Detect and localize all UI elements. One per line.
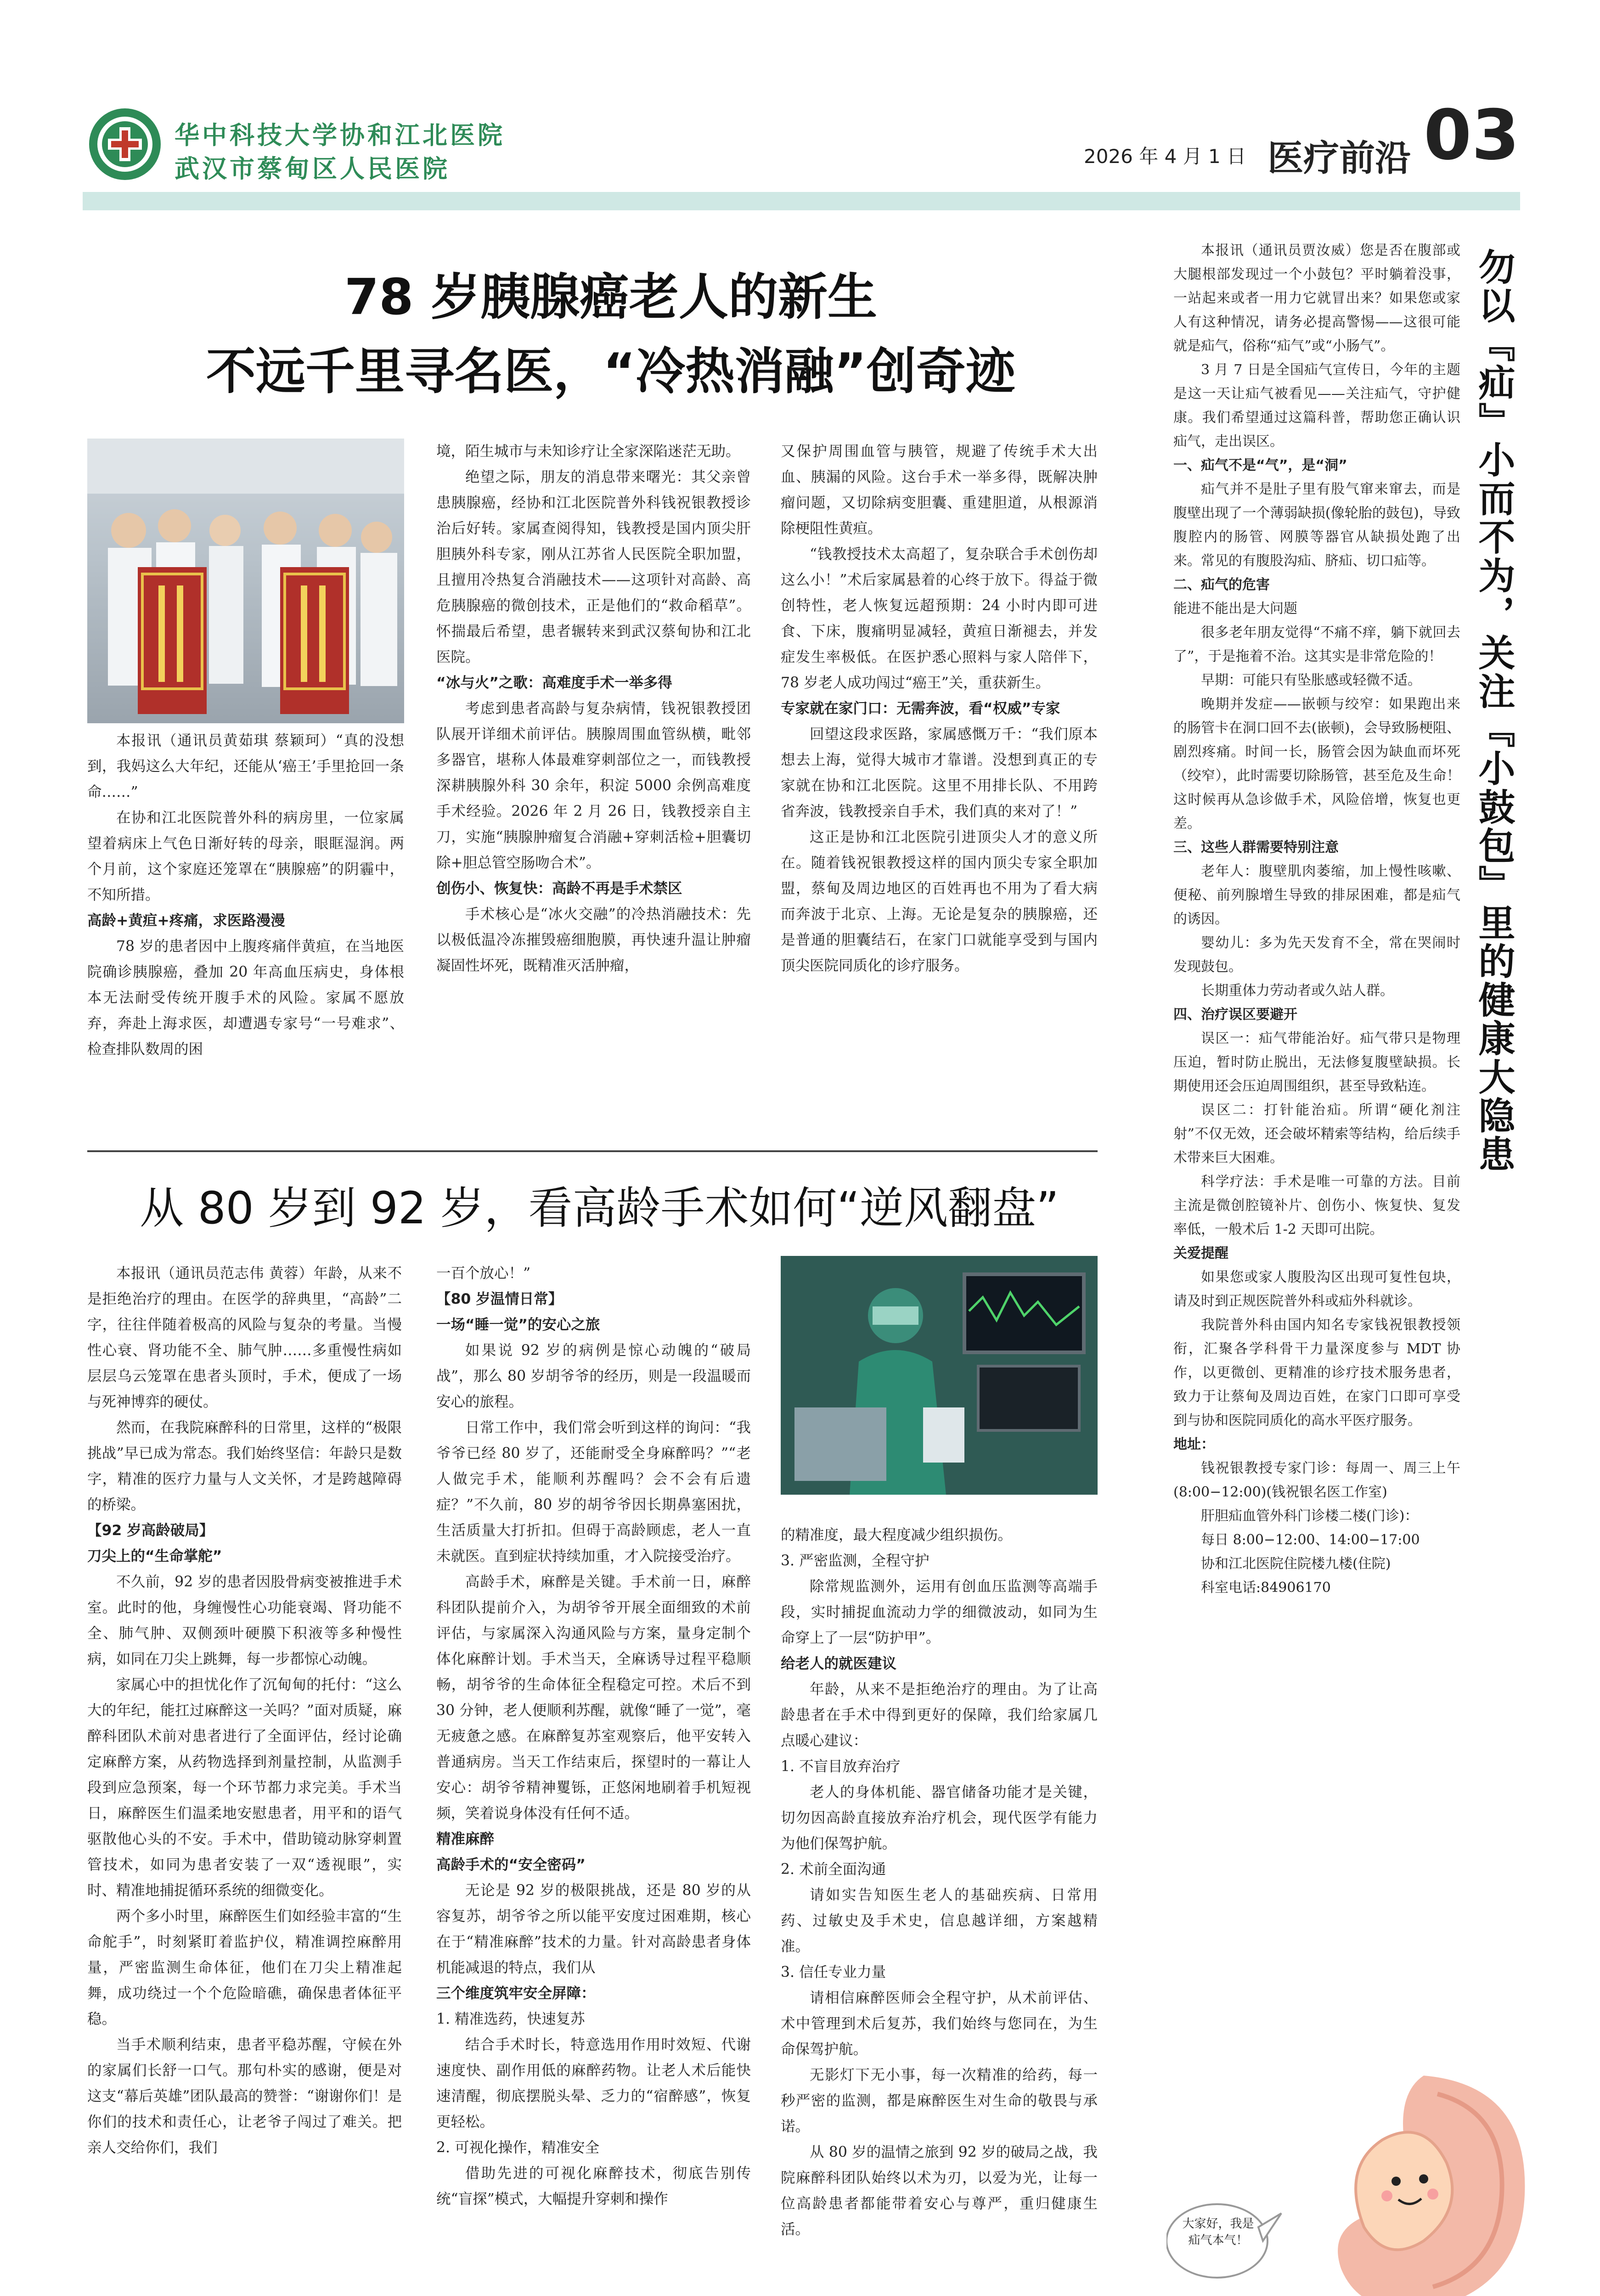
paragraph: 科学疗法：手术是唯一可靠的方法。目前主流是微创腔镜补片、创伤小、恢复快、复发率低，一般术后 1-2 天即可出院。 xyxy=(1173,1174,1460,1238)
article2-divider xyxy=(87,1150,1098,1152)
hernia-cartoon xyxy=(1166,2076,1529,2296)
paragraph: 不久前，92 岁的患者因股骨病变被推进手术室。此时的他，身缠慢性心功能衰竭、肾功能不全、肺气肿、双侧颈叶硬膜下积液等多种慢性病，如同在刀尖上跳舞，每一步都惊心动魄。 xyxy=(87,1574,402,1667)
paragraph: 的精准度，最大程度减少组织损伤。 xyxy=(781,1527,1013,1543)
article1-title-line1: 78 岁胰腺癌老人的新生 xyxy=(344,269,877,326)
subheading: 【92 岁高龄破局】 xyxy=(87,1522,214,1539)
paragraph: 1. 不盲目放弃治疗 xyxy=(781,1758,901,1775)
subheading: 三、这些人群需要特别注意 xyxy=(1173,839,1339,855)
paragraph: 协和江北医院住院楼九楼(住院) xyxy=(1201,1556,1391,1572)
subheading: 一、疝气不是“气”，是“洞” xyxy=(1173,457,1347,473)
paragraph: 婴幼儿：多为先天发育不全，常在哭闹时发现鼓包。 xyxy=(1173,935,1460,975)
subheading: 三个维度筑牢安全屏障： xyxy=(436,1985,596,2002)
article1-col1 xyxy=(87,728,404,1062)
paragraph: 我院普外科由国内知名专家钱祝银教授领衔，汇聚各学科骨干力量深度参与 MDT 协作，以更微创、更精准的诊疗技术服务患者，致力于让蔡甸及周边百姓，在家门口即可享受到与协和医院同质化的高水平医疗服务。 xyxy=(1173,1317,1460,1429)
article2-title: 从 80 岁到 92 岁，看高龄手术如何“逆风翻盘” xyxy=(140,1182,1059,1234)
paragraph: 一百个放心！” xyxy=(436,1265,531,1282)
paragraph: 考虑到患者高龄与复杂病情，钱祝银教授团队展开详细术前评估。胰腺周围血管纵横，毗邻多器官，堪称人体最难穿刺部位之一，而钱教授深耕胰腺外科 30 余年，积淀 5000 余例高难度手术经验。2026 年 2 月 26 日，钱教授亲自主刀，实施“胰腺肿瘤复合消融+穿刺活检+胆囊切除+胆总管空肠吻合术”。 xyxy=(436,700,751,871)
page-number: 03 xyxy=(1424,96,1520,175)
paragraph: 日常工作中，我们常会听到这样的询问：“我爷爷已经 80 岁了，还能耐受全身麻醉吗？”“老人做完手术，能顺利苏醒吗？会不会有后遗症？”不久前，80 岁的胡爷爷因长期鼻塞困扰，生活质量大打折扣。但碍于高龄顾虑，老人一直未就医。直到症状持续加重，才入院接受治疗。 xyxy=(436,1419,751,1564)
paragraph: 无论是 92 岁的极限挑战，还是 80 岁的从容复苏，胡爷爷之所以能平安度过困难期，核心在于“精准麻醉”技术的力量。针对高龄患者身体机能减退的特点，我们从 xyxy=(436,1882,751,1976)
paragraph: 如果您或家人腹股沟区出现可复性包块，请及时到正规医院普外科或疝外科就诊。 xyxy=(1173,1269,1460,1309)
paragraph: 当手术顺利结束，患者平稳苏醒，守候在外的家属们长舒一口气。那句朴实的感谢，便是对这支“幕后英雄”团队最高的赞誉：“谢谢你们！是你们的技术和责任心，让老爷子闯过了难关。把亲人交给你们，我们 xyxy=(87,2037,402,2156)
paragraph: 请如实告知医生老人的基础疾病、日常用药、过敏史及手术史，信息越详细，方案越精准。 xyxy=(781,1887,1098,1955)
paragraph: 如果说 92 岁的病例是惊心动魄的“破局战”，那么 80 岁胡爷爷的经历，则是一段温暖而安心的旅程。 xyxy=(436,1342,751,1410)
paragraph: 长期重体力劳动者或久站人群。 xyxy=(1201,983,1394,999)
subheading: 关爱提醒 xyxy=(1173,1245,1228,1261)
paragraph: 3. 严密监测，全程守护 xyxy=(781,1553,930,1569)
issue-date: 2026 年 4 月 1 日 xyxy=(1084,145,1246,168)
top-band xyxy=(83,192,1520,210)
paragraph: 老人的身体机能、器官储备功能才是关键，切勿因高龄直接放弃治疗机会，现代医学有能力为他们保驾护航。 xyxy=(781,1784,1098,1852)
subheading: 一场“睡一觉”的安心之旅 xyxy=(436,1317,600,1333)
paragraph: 从 80 岁的温情之旅到 92 岁的破局之战，我院麻醉科团队始终以术为刃，以爱为光，让每一位高龄患者都能带着安心与尊严，重归健康生活。 xyxy=(781,2144,1098,2238)
paragraph: 2. 术前全面沟通 xyxy=(781,1861,886,1878)
paragraph: 然而，在我院麻醉科的日常里，这样的“极限挑战”早已成为常态。我们始终坚信：年龄只是数字，精准的医疗力量与人文关怀，才是跨越障碍的桥梁。 xyxy=(87,1419,402,1513)
subheading: 给老人的就医建议 xyxy=(781,1655,897,1672)
paragraph: 本报讯（通讯员范志伟 黄蓉）年龄，从来不是拒绝治疗的理由。在医学的辞典里，“高龄”二字，往往伴随着极高的风险与复杂的考量。当慢性心衰、肾功能不全、肺气肿……多重慢性病如层层乌云笼罩在患者头顶时，手术，便成了一场与死神博弈的硬仗。 xyxy=(87,1265,402,1410)
paragraph: 无影灯下无小事，每一次精准的给药，每一秒严密的监测，都是麻醉医生对生命的敬畏与承诺。 xyxy=(781,2067,1098,2135)
paragraph: 老年人：腹壁肌肉萎缩，加上慢性咳嗽、便秘、前列腺增生导致的排尿困难，都是疝气的诱因。 xyxy=(1173,863,1460,927)
paragraph: 两个多小时里，麻醉医生们如经验丰富的“生命舵手”，时刻紧盯着监护仪，精准调控麻醉用量，严密监测生命体征，他们在刀尖上精准起舞，成功绕过一个个危险暗礁，确保患者体征平稳。 xyxy=(87,1908,402,2027)
paragraph: 晚期并发症——嵌顿与绞窄：如果跑出来的肠管卡在洞口回不去(嵌顿)，会导致肠梗阻、剧烈疼痛。时间一长，肠管会因为缺血而坏死（绞窄），此时需要切除肠管，甚至危及生命！这时候再从急诊做手术，风险倍增，恢复也更差。 xyxy=(1173,696,1460,832)
subheading: 精准麻醉 xyxy=(436,1831,495,1847)
paragraph: 除常规监测外，运用有创血压监测等高端手段，实时捕捉血流动力学的细微波动，如同为生命穿上了一层“防护甲”。 xyxy=(781,1578,1098,1646)
article3-title: 勿以『疝』小而不为，关注『小鼓包』里的健康大隐患 xyxy=(1472,248,1515,1174)
paragraph: 家属心中的担忧化作了沉甸甸的托付：“这么大的年纪，能扛过麻醉这一关吗？”面对质疑，麻醉科团队术前对患者进行了全面评估，经讨论确定麻醉方案，从药物选择到剂量控制，从监测手段到应急预案，每一个环节都力求完美。手术当日，麻醉医生们温柔地安慰患者，用平和的语气驱散他心头的不安。手术中，借助镜动脉穿刺置管技术，如同为患者安装了一双“透视眼”，实时、精准地捕捉循环系统的细微变化。 xyxy=(87,1677,402,1899)
paragraph: 能进不能出是大问题 xyxy=(1173,601,1297,617)
paragraph: 每日 8:00−12:00、14:00−17:00 xyxy=(1201,1532,1420,1548)
subheading: 地址： xyxy=(1173,1436,1215,1452)
article1-col2 xyxy=(436,439,751,979)
hospital-name-1: 华中科技大学协和江北医院 xyxy=(175,120,505,150)
article1-photo xyxy=(87,439,404,723)
paragraph: 疝气并不是肚子里有股气窜来窜去，而是腹壁出现了一个薄弱缺损(像轮胎的鼓包)，导致腹腔内的肠管、网膜等器官从缺损处跑了出来。常见的有腹股沟疝、脐疝、切口疝等。 xyxy=(1173,481,1460,569)
paragraph: 结合手术时长，特意选用作用时效短、代谢速度快、副作用低的麻醉药物。让老人术后能快速清醒，彻底摆脱头晕、乏力的“宿醉感”，恢复更轻松。 xyxy=(436,2037,751,2130)
paragraph: 本报讯（通讯员贾汝威）您是否在腹部或大腿根部发现过一个小鼓包？平时躺着没事，一站起来或者一用力它就冒出来？如果您或家人有这种情况，请务必提高警惕——这很可能就是疝气，俗称“疝气”或“小肠气”。 xyxy=(1173,242,1460,354)
paragraph: 3 月 7 日是全国疝气宣传日，今年的主题是这一天让疝气被看见——关注疝气，守护健康。我们希望通过这篇科普，帮助您正确认识疝气，走出误区。 xyxy=(1173,362,1460,450)
article2-col2 xyxy=(436,1261,751,2212)
paragraph: “钱教授技术太高超了，复杂联合手术创伤却这么小！”术后家属悬着的心终于放下。得益于微创特性，老人恢复远超预期：24 小时内即可进食、下床，腹痛明显减轻，黄疸日渐褪去，并发症发生率极低。在医护悉心照料与家人陪伴下，78 岁老人成功闯过“癌王”关，重获新生。 xyxy=(781,546,1098,691)
paragraph: 2. 可视化操作，精准安全 xyxy=(436,2139,600,2156)
paragraph: 1. 精准选药，快速复苏 xyxy=(436,2011,585,2027)
article2-photo xyxy=(781,1256,1098,1495)
article2-col1 xyxy=(87,1261,402,2161)
subheading: 二、疝气的危害 xyxy=(1173,577,1270,593)
cartoon-speech-bubble: 大家好，我是疝气本气！ xyxy=(1182,2217,1254,2247)
paragraph: 3. 信任专业力量 xyxy=(781,1964,886,1981)
subheading: 专家就在家门口：无需奔波，看“权威”专家 xyxy=(781,700,1060,717)
paragraph: 误区一：疝气带能治好。疝气带只是物理压迫，暂时防止脱出，无法修复腹壁缺损。长期使用还会压迫周围组织，甚至导致粘连。 xyxy=(1173,1030,1460,1094)
hospital-name-2: 武汉市蔡甸区人民医院 xyxy=(175,154,450,183)
paragraph: 又保护周围血管与胰管，规避了传统手术大出血、胰漏的风险。这台手术一举多得，既解决肿瘤问题，又切除病变胆囊、重建胆道，从根源消除梗阻性黄疸。 xyxy=(781,443,1098,537)
paragraph: 科室电话:84906170 xyxy=(1201,1580,1331,1596)
subheading: 高龄+黄疸+疼痛，求医路漫漫 xyxy=(87,912,285,929)
subheading: 创伤小、恢复快：高龄不再是手术禁区 xyxy=(436,880,682,897)
paragraph: 本报讯（通讯员黄茹琪 蔡颖珂）“真的没想到，我妈这么大年纪，还能从‘癌王’手里抢回一条命……” xyxy=(87,732,404,800)
paragraph: 高龄手术，麻醉是关键。手术前一日，麻醉科团队提前介入，为胡爷爷开展全面细致的术前评估，与家属深入沟通风险与方案，量身定制个体化麻醉计划。手术当天，全麻诱导过程平稳顺畅，胡爷爷的生命体征全程稳定可控。术后不到 30 分钟，老人便顺利苏醒，就像“睡了一觉”，毫无疲惫之感。在麻醉复苏室观察后，他平安转入普通病房。当天工作结束后，探望时的一幕让人安心：胡爷爷精神矍铄，正悠闲地刷着手机短视频，笑着说身体没有任何不适。 xyxy=(436,1574,751,1822)
paragraph: 很多老年朋友觉得“不痛不痒，躺下就回去了”，于是拖着不治。这其实是非常危险的！ xyxy=(1173,625,1460,664)
paragraph: 借助先进的可视化麻醉技术，彻底告别传统“盲探”模式，大幅提升穿刺和操作 xyxy=(436,2165,751,2207)
section-name: 医疗前沿 xyxy=(1268,137,1411,179)
article1-col3 xyxy=(781,439,1098,979)
paragraph: 78 岁的患者因中上腹疼痛伴黄疸，在当地医院确诊胰腺癌，叠加 20 年高血压病史，身体根本无法耐受传统开腹手术的风险。家属不愿放弃，奔赴上海求医，却遭遇专家号“一号难求”、检查排队数周的困 xyxy=(87,938,404,1058)
subheading: 【80 岁温情日常】 xyxy=(436,1291,563,1307)
subheading: 高龄手术的“安全密码” xyxy=(436,1857,586,1873)
paragraph: 早期：可能只有坠胀感或轻微不适。 xyxy=(1201,672,1421,688)
article3-body xyxy=(1173,239,1460,1600)
paragraph: 手术核心是“冰火交融”的冷热消融技术：先以极低温冷冻摧毁癌细胞膜，再快速升温让肿瘤凝固性坏死，既精准灭活肿瘤， xyxy=(436,906,751,974)
paragraph: 肝胆疝血管外科门诊楼二楼(门诊)： xyxy=(1201,1508,1419,1524)
paragraph: 年龄，从来不是拒绝治疗的理由。为了让高龄患者在手术中得到更好的保障，我们给家属几点暖心建议： xyxy=(781,1681,1098,1749)
paragraph: 绝望之际，朋友的消息带来曙光：其父亲曾患胰腺癌，经协和江北医院普外科钱祝银教授诊治后好转。家属查阅得知，钱教授是国内顶尖肝胆胰外科专家，刚从江苏省人民医院全职加盟，且擅用冷热复合消融技术——这项针对高龄、高危胰腺癌的微创技术，正是他们的“救命稻草”。怀揣最后希望，患者辗转来到武汉蔡甸协和江北医院。 xyxy=(436,469,751,665)
subheading: 刀尖上的“生命掌舵” xyxy=(87,1548,222,1564)
subheading: 四、治疗误区要避开 xyxy=(1173,1007,1297,1023)
paragraph: 钱祝银教授专家门诊：每周一、周三上午(8:00−12:00)(钱祝银名医工作室) xyxy=(1173,1460,1460,1500)
paragraph: 在协和江北医院普外科的病房里，一位家属望着病床上气色日渐好转的母亲，眼眶湿润。两个月前，这个家庭还笼罩在“胰腺癌”的阴霾中，不知所措。 xyxy=(87,810,404,903)
paragraph: 境，陌生城市与未知诊疗让全家深陷迷茫无助。 xyxy=(436,443,740,460)
paragraph: 这正是协和江北医院引进顶尖人才的意义所在。随着钱祝银教授这样的国内顶尖专家全职加盟，蔡甸及周边地区的百姓再也不用为了看大病而奔波于北京、上海。无论是复杂的胰腺癌，还是普通的胆囊结石，在家门口就能享受到与国内顶尖医院同质化的诊疗服务。 xyxy=(781,829,1098,974)
paragraph: 回望这段求医路，家属感慨万千：“我们原本想去上海，觉得大城市才靠谱。没想到真正的专家就在协和江北医院。这里不用排长队、不用跨省奔波，钱教授亲自手术，我们真的来对了！” xyxy=(781,726,1098,820)
subheading: “冰与火”之歌：高难度手术一举多得 xyxy=(436,675,672,691)
paragraph: 误区二：打针能治疝。所谓“硬化剂注射”不仅无效，还会破坏精索等结构，给后续手术带来巨大困难。 xyxy=(1173,1102,1460,1166)
paragraph: 请相信麻醉医师会全程守护，从术前评估、术中管理到术后复苏，我们始终与您同在，为生命保驾护航。 xyxy=(781,1990,1098,2058)
article1-title-line2: 不远千里寻名医，“冷热消融”创奇迹 xyxy=(206,343,1015,400)
article2-col3 xyxy=(781,1522,1098,2242)
hospital-logo xyxy=(87,107,163,182)
